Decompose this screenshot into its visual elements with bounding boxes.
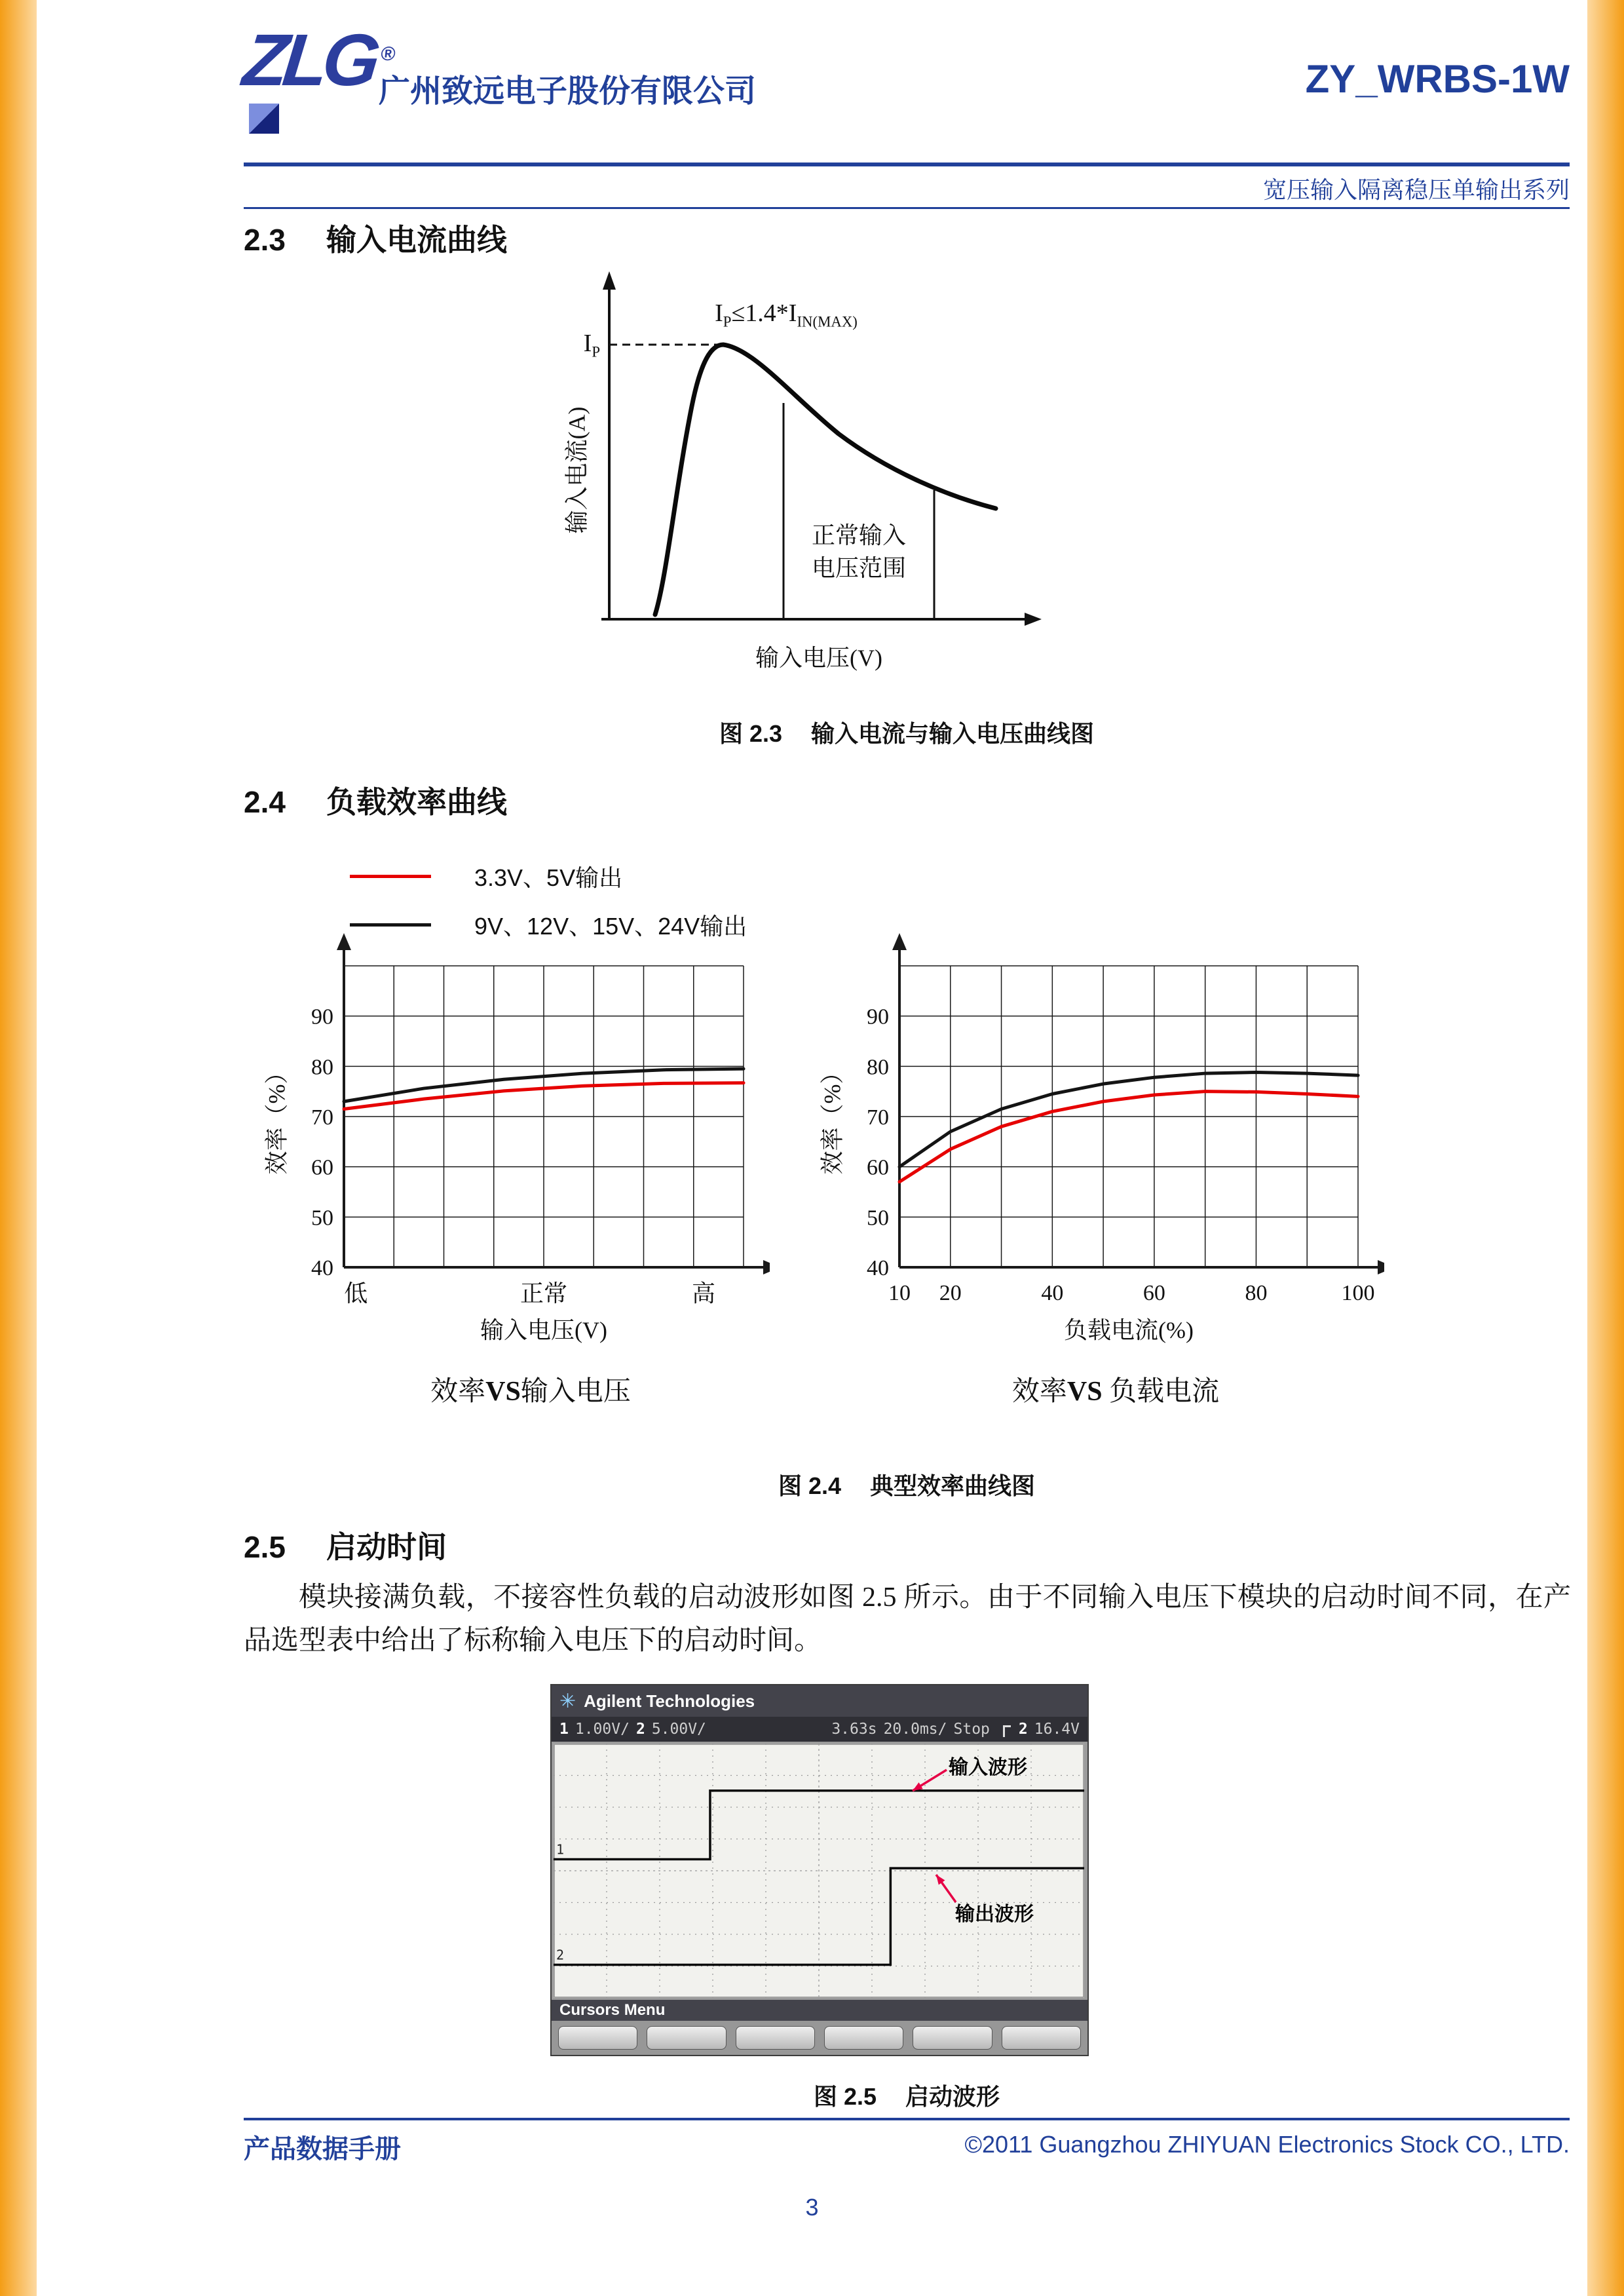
svg-text:80: 80: [1245, 1281, 1268, 1305]
scope-waveform-svg: [554, 1744, 1084, 1998]
legend-item: [350, 852, 747, 900]
left-chart-title: 效率VS输入电压: [430, 1377, 631, 1407]
peak-current-formula: $I_P\le 1.4*I_{IN(MAX)}$: [715, 299, 858, 330]
svg-text:100: 100: [1341, 1281, 1375, 1305]
svg-text:40: 40: [867, 1256, 889, 1280]
ch1-scale: 1.00V/: [575, 1721, 630, 1738]
svg-text:高: 高: [691, 1280, 716, 1307]
svg-text:低: 低: [344, 1280, 368, 1307]
softkey-button-5: [913, 2026, 992, 2050]
ch2-number: 2: [635, 1721, 645, 1738]
scope-title-bar: [552, 1685, 1087, 1717]
figure-2-4-caption: 图 2.4 典型效率曲线图: [778, 1472, 1036, 1499]
company-name: 广州致远电子股份有限公司: [379, 74, 757, 109]
softkey-button-1: [558, 2026, 637, 2050]
svg-text:1: 1: [556, 1841, 565, 1858]
svg-text:负载电流(%): 负载电流(%): [1064, 1317, 1194, 1343]
svg-text:90: 90: [311, 1004, 333, 1029]
registered-mark-icon: ®: [379, 43, 396, 65]
ip-axis-label: $I_P$: [583, 330, 600, 360]
section-number: 2.3: [244, 223, 286, 257]
input-waveform-annotation: 输入波形: [949, 1757, 1027, 1778]
left-chart-y-label: 效率（%）: [263, 1060, 290, 1175]
softkey-button-2: [647, 2026, 726, 2050]
svg-text:50: 50: [867, 1206, 889, 1231]
svg-text:60: 60: [311, 1155, 333, 1180]
svg-text:60: 60: [867, 1155, 889, 1180]
page-border-right: [1587, 0, 1624, 2296]
svg-text:2: 2: [556, 1947, 565, 1963]
agilent-logo-icon: ✳: [559, 1690, 576, 1712]
svg-text:90: 90: [867, 1004, 889, 1029]
svg-text:40: 40: [1041, 1281, 1064, 1305]
output-waveform-annotation: 输出波形: [955, 1904, 1034, 1925]
scope-timebase: 20.0ms/: [883, 1721, 947, 1738]
header-rule-thick: [244, 163, 1570, 166]
scope-brand: Agilent Technologies: [584, 1691, 755, 1711]
section-heading-2-3: [244, 216, 507, 259]
figure-2-3-caption: 图 2.3 输入电流与输入电压曲线图: [719, 720, 1095, 747]
input-current-diagram: [563, 269, 1074, 695]
right-chart-title: 效率VS 负载电流: [1011, 1377, 1220, 1407]
softkey-button-6: [1002, 2026, 1081, 2050]
scope-time: 3.63s: [831, 1721, 877, 1738]
diagram-x-axis-label: 输入电压(V): [755, 645, 882, 671]
legend-line-red: [350, 875, 431, 878]
footer-doc-type: 产品数据手册: [244, 2135, 401, 2164]
svg-text:70: 70: [311, 1105, 333, 1130]
svg-text:20: 20: [939, 1281, 962, 1305]
section-title: 输入电流曲线: [326, 223, 507, 257]
footer-rule: [244, 2118, 1570, 2120]
diagram-y-axis-label: 输入电流(A): [563, 406, 590, 534]
normal-range-label: 正常输入 电压范围: [811, 522, 906, 581]
svg-text:70: 70: [867, 1105, 889, 1130]
scope-softkey-row: [552, 2021, 1087, 2055]
startup-time-paragraph: 模块接满负载，不接容性负载的启动波形如图 2.5 所示。由于不同输入电压下模块的启动时间不同，在产品选型表中给出了标称输入电压下的启动时间。: [244, 1582, 1571, 1656]
trigger-edge-icon: [1003, 1725, 1011, 1737]
legend-line-black: [350, 923, 431, 927]
section-heading-2-5: 2.5 启动时间: [244, 1530, 447, 1564]
page-number: 3: [805, 2194, 819, 2221]
ch2-scale: 5.00V/: [651, 1721, 706, 1738]
figure-2-5-caption: 图 2.5 启动波形: [813, 2083, 1000, 2110]
trigger-channel: 2: [1018, 1721, 1028, 1738]
svg-text:80: 80: [867, 1055, 889, 1080]
softkey-button-3: [736, 2026, 815, 2050]
logo-text: ZLG®: [239, 19, 396, 101]
svg-text:正常: 正常: [519, 1280, 568, 1307]
section-heading-2-4: 2.4 负载效率曲线: [244, 785, 507, 819]
logo-square: [249, 104, 279, 134]
efficiency-vs-input-voltage-chart: [292, 930, 770, 1350]
legend-label: 3.3V、5V输出: [474, 864, 623, 891]
product-name: ZY_WRBS-1W: [1305, 57, 1570, 101]
right-chart-y-label: 效率（%）: [819, 1060, 846, 1175]
series-subtitle: 宽压输入隔离稳压单输出系列: [1262, 176, 1570, 203]
scope-display: [552, 1742, 1087, 2000]
page-border-left: [0, 0, 37, 2296]
svg-text:60: 60: [1142, 1281, 1165, 1305]
scope-status-bar: [552, 1717, 1087, 1742]
svg-text:输入电压(V): 输入电压(V): [480, 1317, 607, 1343]
legend-label: 9V、12V、15V、24V输出: [474, 912, 747, 940]
scope-menu-bar: Cursors Menu: [552, 2000, 1087, 2021]
svg-text:10: 10: [888, 1281, 911, 1305]
zlg-logo: [239, 19, 396, 161]
svg-text:40: 40: [311, 1256, 333, 1280]
header-rule-thin: [244, 207, 1570, 209]
svg-text:50: 50: [311, 1206, 333, 1231]
oscilloscope-screenshot: [550, 1684, 1089, 2056]
ch1-number: 1: [559, 1721, 569, 1738]
svg-text:80: 80: [311, 1055, 333, 1080]
trigger-level: 16.4V: [1034, 1721, 1080, 1738]
softkey-button-4: [824, 2026, 903, 2050]
scope-run-state: Stop: [953, 1721, 990, 1738]
footer-copyright: ©2011 Guangzhou ZHIYUAN Electronics Stock CO., LTD.: [964, 2131, 1570, 2158]
efficiency-vs-load-current-chart: [847, 930, 1384, 1350]
